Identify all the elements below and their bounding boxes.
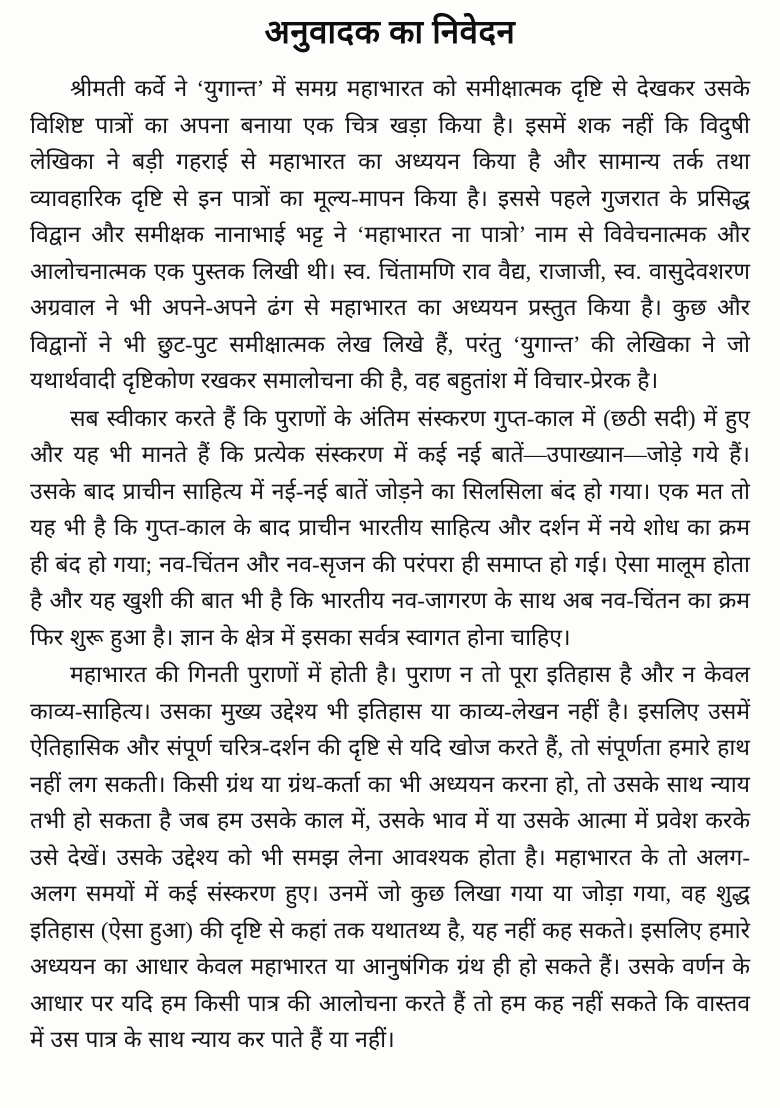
page-body xyxy=(30,71,750,1059)
page-title: अनुवादक का निवेदन xyxy=(264,15,516,51)
paragraph: श्रीमती कर्वे ने ‘युगान्त’ में समग्र महाभारत को समीक्षात्मक दृष्टि से देखकर उसके विशिष्ट पात्रों का अपना बनाया एक चित्र खड़ा किया है। इसमें शक नहीं कि विदुषी लेखिका ने बड़ी गहराई से महाभारत का अध्ययन किया है और सामान्य तर्क तथा व्यावहारिक दृष्टि से इन पात्रों का मूल्य-मापन किया है। इससे पहले गुजरात के प्रसिद्ध विद्वान और समीक्षक नानाभाई भट्ट ने ‘महाभारत ना पात्रो’ नाम से विवेचनात्मक और आलोचनात्मक एक पुस्तक लिखी थी। स्व. चिंतामणि राव वैद्य, राजाजी, स्व. वासुदेवशरण अग्रवाल ने भी अपने-अपने ढंग से महाभारत का अध्ययन प्रस्तुत किया है। कुछ और विद्वानों ने भी छुट-पुट समीक्षात्मक लेख लिखे हैं, परंतु ‘युगान्त’ की लेखिका ने जो यथार्थवादी दृष्टिकोण रखकर समालोचना की है, वह बहुतांश में विचार-प्रेरक है। xyxy=(30,76,750,393)
paragraph: महाभारत की गिनती पुराणों में होती है। पुराण न तो पूरा इतिहास है और न केवल काव्य-साहित्य। उसका मुख्य उद्देश्य भी इतिहास या काव्य-लेखन नहीं है। इसलिए उसमें ऐतिहासिक और संपूर्ण चरित्र-दर्शन की दृष्टि से यदि खोज करते हैं, तो संपूर्णता हमारे हाथ नहीं लग सकती। किसी ग्रंथ या ग्रंथ-कर्ता का भी अध्ययन करना हो, तो उसके साथ न्याय तभी हो सकता है जब हम उसके काल में, उसके भाव में या उसके आत्मा में प्रवेश करके उसे देखें। उसके उद्देश्य को भी समझ लेना आवश्यक होता है। महाभारत के तो अलग-अलग समयों में कई संस्करण हुए। उनमें जो कुछ लिखा गया या जोड़ा गया, वह शुद्ध इतिहास (ऐसा हुआ) की दृष्टि से कहां तक यथातथ्य है, यह नहीं कह सकते। इसलिए हमारे अध्ययन का आधार केवल महाभारत या आनुषंगिक ग्रंथ ही हो सकते हैं। उसके वर्णन के आधार पर यदि हम किसी पात्र की आलोचना करते हैं तो हम कह नहीं सकते कि वास्तव में उस पात्र के साथ न्याय कर पाते हैं या नहीं। xyxy=(30,662,750,1052)
paragraph: सब स्वीकार करते हैं कि पुराणों के अंतिम संस्करण गुप्त-काल में (छठी सदी) में हुए और यह भी मानते हैं कि प्रत्येक संस्करण में कई नई बातें—उपाख्यान—जोड़े गये हैं। उसके बाद प्राचीन साहित्य में नई-नई बातें जोड़ने का सिलसिला बंद हो गया। एक मत तो यह भी है कि गुप्त-काल के बाद प्राचीन भारतीय साहित्य और दर्शन में नये शोध का क्रम ही बंद हो गया; नव-चिंतन और नव-सृजन की परंपरा ही समाप्त हो गई। ऐसा मालूम होता है और यह खुशी की बात भी है कि भारतीय नव-जागरण के साथ अब नव-चिंतन का क्रम फिर शुरू हुआ है। ज्ञान के क्षेत्र में इसका सर्वत्र स्वागत होना चाहिए। xyxy=(30,405,750,650)
